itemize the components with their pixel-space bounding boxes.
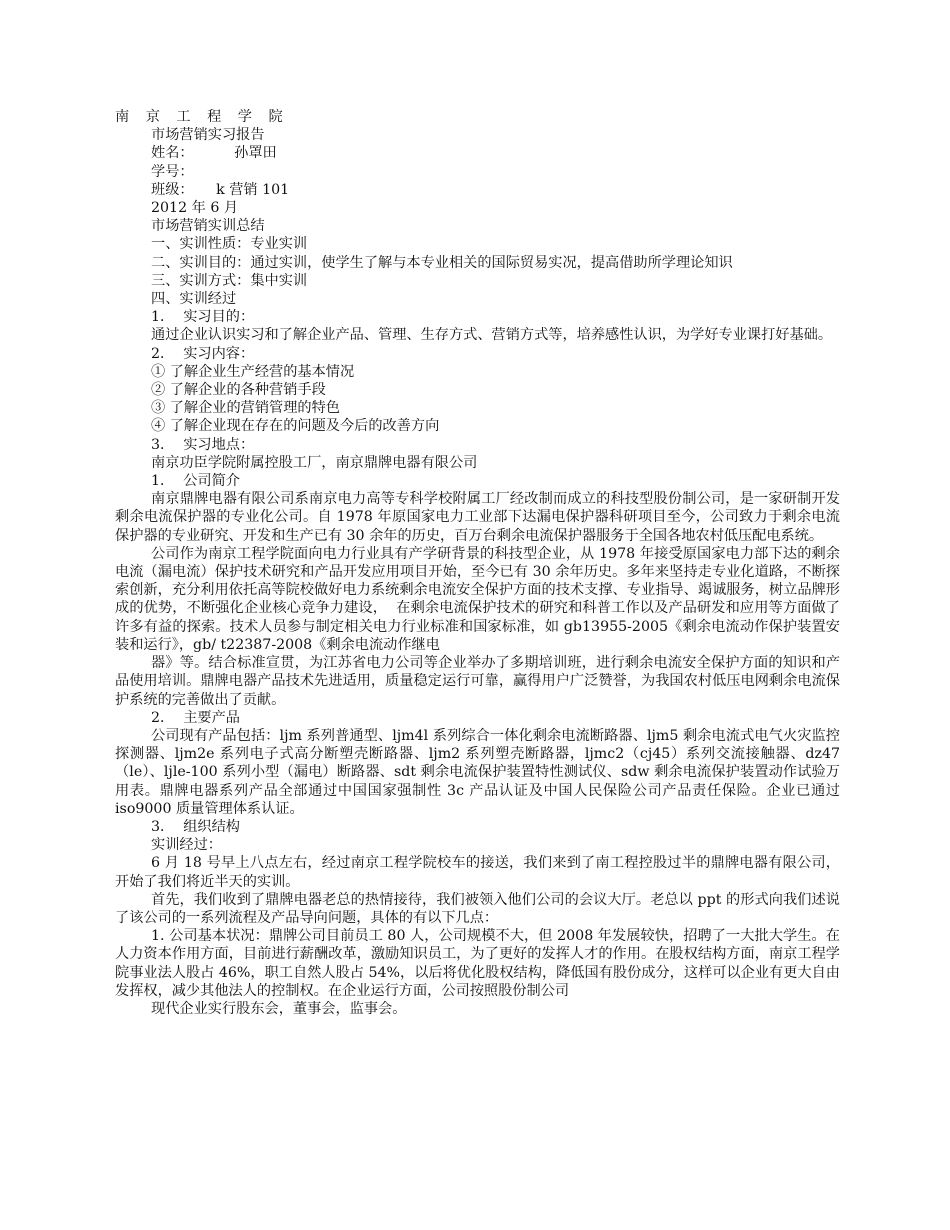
paragraph-visit-4: 现代企业实行股东会，董事会，监事会。: [151, 1000, 407, 1017]
paragraph-visit-1: 6 月 18 号早上八点左右，经过南京工程学院校车的接送，我们来到了南工程控股过半的鼎牌电器有限公司，开始了我们将近半天的实训。: [115, 855, 840, 890]
section-heading-location: 3． 实习地点：: [151, 436, 255, 453]
paragraph-visit-3: 1. 公司基本状况：鼎牌公司目前员工 80 人，公司规模不大，但 2008 年发展较快，招聘了一大批大学生。在人力资本作用方面，目前进行薪酬改革，激励知识员工，为了更好的发挥人才的作用。在股权结构方面，南京工程学院事业法人股占 46%，职工自然人股占 54%，以后将优化股权结构，降低国有股份成分，这样可以企业有更大自由发挥权，减少其他法人的控制权。在企业运行方面，公司按照股份制公司: [115, 928, 840, 999]
list-item: ④ 了解企业现在存在的问题及今后的改善方向: [151, 418, 440, 435]
section-heading-content: 2． 实习内容：: [151, 345, 255, 362]
section-heading-company: 1． 公司简介: [151, 473, 240, 490]
training-method: 三、实训方式：集中实训: [151, 272, 308, 289]
paragraph-visit-2: 首先，我们收到了鼎牌电器老总的热情接待，我们被领入他们公司的会议大厅。老总以 ppt 的形式向我们述说了该公司的一系列流程及产品导向问题，具体的有以下几点：: [115, 891, 840, 926]
report-title: 市场营销实习报告: [151, 127, 265, 144]
list-item: ② 了解企业的各种营销手段: [151, 382, 326, 399]
summary-title: 市场营销实训总结: [151, 218, 265, 235]
paragraph-company-2: 公司作为南京工程学院面向电力行业具有产学研背景的科技型企业，从 1978 年接受原国家电力部下达的剩余电流（漏电流）保护技术研究和产品开发应用项目开始，至今已有 30 余年历史。多年来坚持走专业化道路，不断探索创新，充分利用依托高等院校做好电力系统剩余电流安全保护方面的技术支撑、专业指导、竭诚服务，树立品牌形成的优势，不断强化企业核心竞争力建设， 在剩余电流保护技术的研究和科普工作以及产品研发和应用等方面做了许多有益的探索。技术人员参与制定相关电力行业标准和国家标准，如 gb13955-2005《剩余电流动作保护装置安装和运行》，gb/ t22387-2008《剩余电流动作继电: [115, 545, 840, 653]
student-class: 班级： k 营销 101: [151, 181, 290, 198]
list-item: ① 了解企业生产经营的基本情况: [151, 363, 355, 380]
training-process-label: 实训经过：: [151, 837, 222, 854]
student-name: 姓名： 孙罩田: [151, 145, 277, 162]
paragraph-purpose: 通过企业认识实习和了解企业产品、管理、生存方式、营销方式等，培养感性认识，为学好专业课打好基础。: [151, 327, 833, 344]
paragraph-company-1: 南京鼎牌电器有限公司系南京电力高等专科学校附属工厂经改制而成立的科技型股份制公司，是一家研制开发剩余电流保护器的专业化公司。自 1978 年原国家电力工业部下达漏电保护器科研项目至今，公司致力于剩余电流保护器的专业研究、开发和生产已有 30 余年的历史，百万台剩余电流保护器服务于全国各地农村低压配电系统。: [115, 491, 840, 544]
training-process-heading: 四、实训经过: [151, 291, 237, 308]
section-heading-org: 3． 组织结构: [151, 818, 240, 835]
document-body: [115, 108, 840, 1018]
section-heading-purpose: 1． 实习目的：: [151, 309, 255, 326]
school-name: 南 京 工 程 学 院: [115, 109, 289, 125]
training-nature: 一、实训性质：专业实训: [151, 236, 308, 253]
section-heading-products: 2． 主要产品: [151, 709, 240, 726]
list-item: ③ 了解企业的营销管理的特色: [151, 400, 340, 417]
location-text: 南京功臣学院附属控股工厂，南京鼎牌电器有限公司: [151, 454, 478, 471]
paragraph-company-3: 器》等。结合标准宣贯，为江苏省电力公司等企业举办了多期培训班，进行剩余电流安全保护方面的知识和产品使用培训。鼎牌电器产品技术先进适用，质量稳定运行可靠，赢得用户广泛赞誉，为我国农村低压电网剩余电流保护系统的完善做出了贡献。: [115, 655, 840, 708]
paragraph-products: 公司现有产品包括：ljm 系列普通型、ljm4l 系列综合一体化剩余电流断路器、ljm5 剩余电流式电气火灾监控探测器、ljm2e 系列电子式高分断塑壳断路器、ljm2 系列塑壳断路器，ljmc2（cj45）系列交流接触器、dz47（le）、ljle-100 系列小型（漏电）断路器、sdt 剩余电流保护装置特性测试仪、sdw 剩余电流保护装置动作试验万用表。鼎牌电器系列产品全部通过中国国家强制性 3c 产品认证及中国人民保险公司产品责任保险。企业已通过 iso9000 质量管理体系认证。: [115, 727, 840, 817]
student-id: 学号：: [151, 163, 194, 180]
training-purpose: 二、实训目的：通过实训，使学生了解与本专业相关的国际贸易实况，提高借助所学理论知识: [151, 254, 733, 271]
report-date: 2012 年 6 月: [151, 200, 239, 217]
